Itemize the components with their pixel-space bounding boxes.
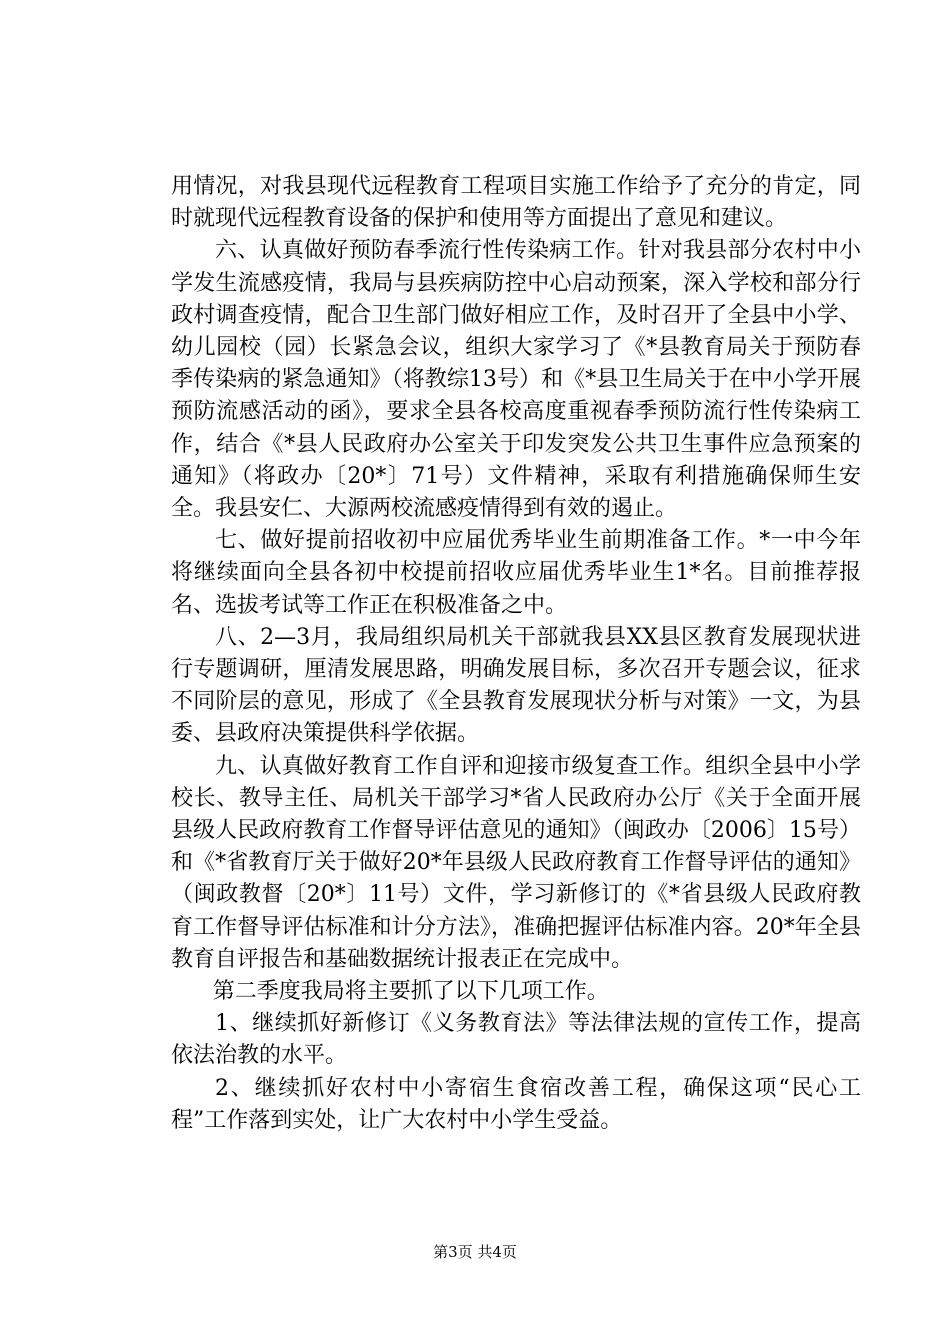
paragraph-item-9: 九、认真做好教育工作自评和迎接市级复查工作。组织全县中小学校长、教导主任、局机关干部学习*省人民政府办公厅《关于全面开展县级人民政府教育工作督导评估意见的通知》（闽政办〔2006〕15号）和《*省教育厅关于做好20*年县级人民政府教育工作督导评估的通知》（闽政教督〔20*〕11号）文件，学习新修订的《*省县级人民政府教育工作督导评估标准和计分方法》，准确把握评估标准内容。20*年全县教育自评报告和基础数据统计报表正在完成中。 — [171, 753, 861, 972]
paragraph-second-quarter-intro: 第二季度我局将主要抓了以下几项工作。 — [212, 979, 609, 1005]
page-number-footer: 第3页 共4页 — [433, 1243, 517, 1261]
document-body — [171, 171, 861, 1137]
paragraph-continuation: 用情况，对我县现代远程教育工程项目实施工作给予了充分的肯定，同时就现代远程教育设备的保护和使用等方面提出了意见和建议。 — [171, 174, 861, 232]
paragraph-task-1: 1、继续抓好新修订《义务教育法》等法律法规的宣传工作，提高依法治教的水平。 — [171, 1011, 861, 1069]
paragraph-task-2: 2、继续抓好农村中小寄宿生食宿改善工程，确保这项“民心工程”工作落到实处，让广大农村中小学生受益。 — [171, 1075, 861, 1133]
paragraph-item-6: 六、认真做好预防春季流行性传染病工作。针对我县部分农村中小学发生流感疫情，我局与县疾病防控中心启动预案，深入学校和部分行政村调查疫情，配合卫生部门做好相应工作，及时召开了全县中小学、幼儿园校（园）长紧急会议，组织大家学习了《*县教育局关于预防春季传染病的紧急通知》（将教综13号）和《*县卫生局关于在中小学开展预防流感活动的函》，要求全县各校高度重视春季预防流行性传染病工作，结合《*县人民政府办公室关于印发突发公共卫生事件应急预案的通知》（将政办〔20*〕71号）文件精神，采取有利措施确保师生安全。我县安仁、大源两校流感疫情得到有效的遏止。 — [171, 238, 861, 522]
paragraph-item-7: 七、做好提前招收初中应届优秀毕业生前期准备工作。*一中今年将继续面向全县各初中校提前招收应届优秀毕业生1*名。目前推荐报名、选拔考试等工作正在积极准备之中。 — [171, 528, 861, 618]
paragraph-item-8: 八、2—3月，我局组织局机关干部就我县XX县区教育发展现状进行专题调研，厘清发展思路，明确发展目标，多次召开专题会议，征求不同阶层的意见，形成了《全县教育发展现状分析与对策》一文，为县委、县政府决策提供科学依据。 — [171, 624, 861, 747]
